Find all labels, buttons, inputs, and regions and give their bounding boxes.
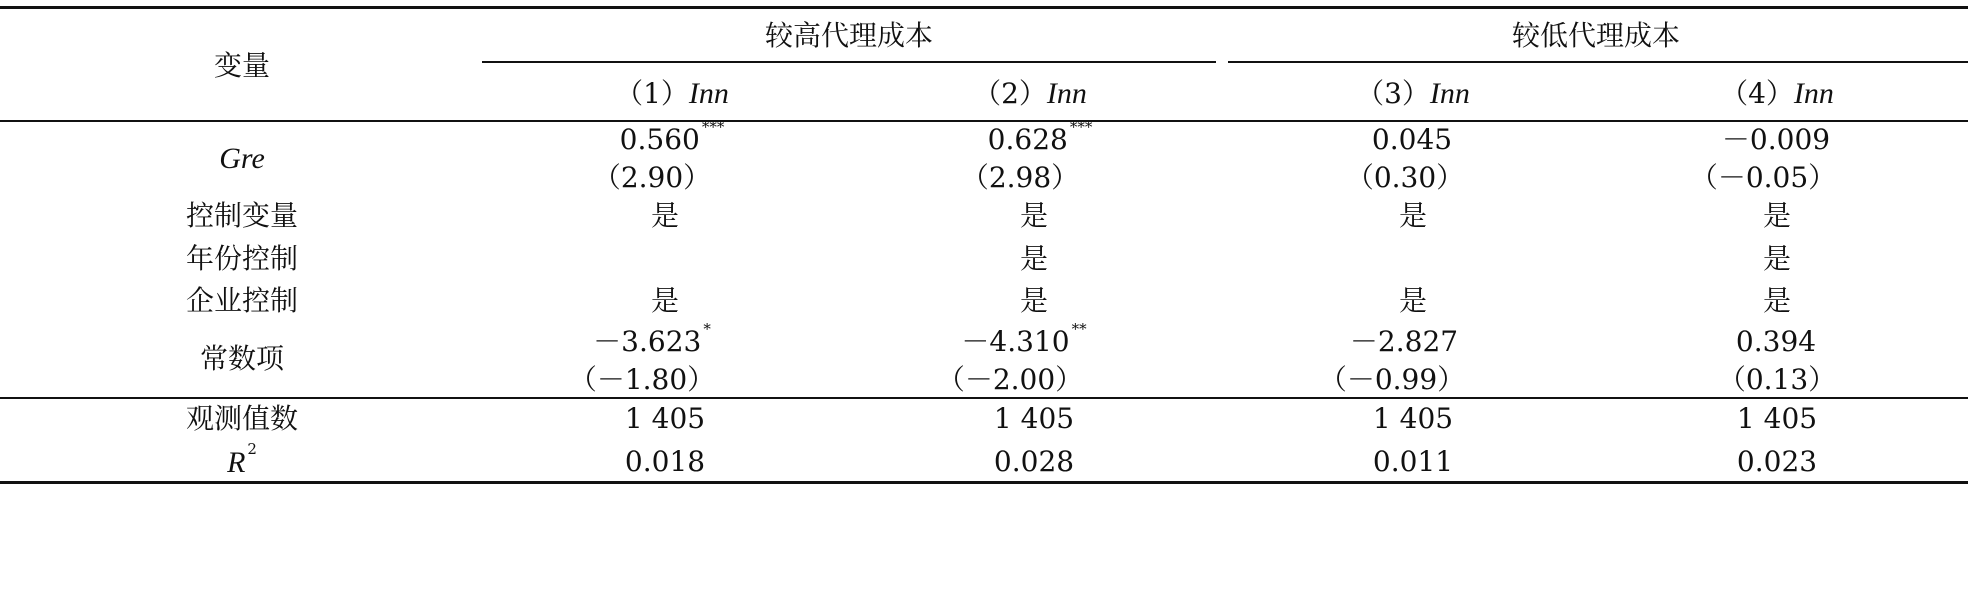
obs-value-2: 1 405: [993, 402, 1075, 435]
body-bottom-rule: [0, 397, 1968, 399]
obs-value-4: 1 405: [1736, 402, 1818, 435]
column-header-2: （2）Inn: [973, 77, 1087, 110]
gre-coef-3: 0.045: [1371, 123, 1453, 156]
gre-t-2: （2.98）: [960, 161, 1080, 194]
header-group-high: 较高代理成本: [764, 19, 934, 52]
controls-value-1: 是: [650, 199, 680, 232]
firm-value-3: 是: [1398, 284, 1428, 317]
row-label-observations: 观测值数: [185, 402, 299, 435]
gre-t-4: （－0.05）: [1689, 161, 1837, 194]
header-variable: 变量: [213, 49, 271, 82]
year-value-4: 是: [1762, 242, 1792, 275]
column-header-1: （1）Inn: [615, 77, 729, 110]
header-group-low: 较低代理成本: [1511, 19, 1681, 52]
const-t-4: （0.13）: [1717, 363, 1837, 396]
obs-value-1: 1 405: [624, 402, 706, 435]
const-t-1: （－1.80）: [568, 363, 716, 396]
column-header-3: （3）Inn: [1356, 77, 1470, 110]
year-value-2: 是: [1019, 242, 1049, 275]
row-label-controls: 控制变量: [185, 199, 299, 232]
header-bottom-rule: [0, 120, 1968, 122]
const-coef-3: －2.827: [1349, 325, 1459, 358]
controls-value-3: 是: [1398, 199, 1428, 232]
firm-value-1: 是: [650, 284, 680, 317]
const-t-2: （－2.00）: [936, 363, 1084, 396]
gre-t-3: （0.30）: [1345, 161, 1465, 194]
controls-value-4: 是: [1762, 199, 1792, 232]
column-header-4: （4）Inn: [1720, 77, 1834, 110]
r2-value-4: 0.023: [1736, 445, 1818, 478]
firm-value-2: 是: [1019, 284, 1049, 317]
r2-value-2: 0.028: [993, 445, 1075, 478]
firm-value-4: 是: [1762, 284, 1792, 317]
row-label-year: 年份控制: [185, 242, 299, 275]
row-label-r-squared: R $^2$: [227, 440, 257, 479]
bottom-rule: [0, 481, 1968, 484]
top-rule: [0, 6, 1968, 9]
row-label-constant: 常数项: [199, 342, 285, 375]
obs-value-3: 1 405: [1372, 402, 1454, 435]
group-high-rule: [482, 61, 1216, 63]
r2-value-1: 0.018: [624, 445, 706, 478]
gre-coef-4: －0.009: [1721, 123, 1831, 156]
gre-t-1: （2.90）: [592, 161, 712, 194]
controls-value-2: 是: [1019, 199, 1049, 232]
const-coef-4: 0.394: [1735, 325, 1817, 358]
r2-value-3: 0.011: [1372, 445, 1454, 478]
const-coef-1: －3.623 *: [593, 320, 711, 358]
const-t-3: （－0.99）: [1318, 363, 1466, 396]
group-low-rule: [1228, 61, 1968, 63]
gre-coef-1: 0.560 ***: [619, 118, 725, 156]
const-coef-2: －4.310 **: [961, 320, 1087, 358]
row-label-firm: 企业控制: [185, 284, 299, 317]
row-label-gre: Gre: [219, 142, 265, 175]
gre-coef-2: 0.628 ***: [987, 118, 1093, 156]
